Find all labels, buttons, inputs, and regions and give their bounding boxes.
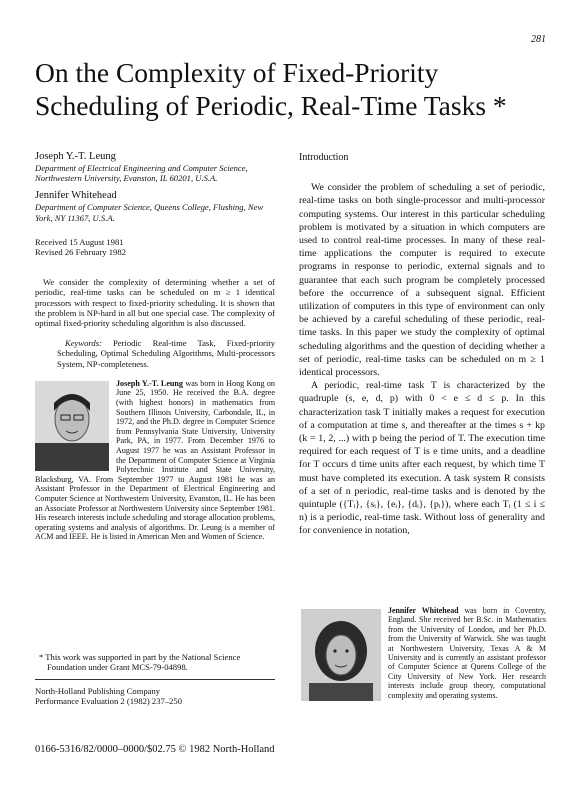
intro-paragraph-1: We consider the problem of scheduling a set of periodic, real-time tasks on both single-processor and multi-processor computing systems. Our interest in this particular scheduling problem is motivated by a situation in which computers are used to control real-time processes. In many of these real-time applications the computer is required to execute programs in response to periodic, external signals and to guarantee that each such program be completely processed before the occurrence of a subsequent signal. Efficient utilization of computers in this type of environment can only be achieved by a careful scheduling of these periodic, real-time tasks. In this paper we study the complexity of optimal scheduling algorithms and the question of deciding whether a set of periodic, real-time tasks can be scheduled on m ≥ 1 identical processors. — [299, 182, 545, 379]
keywords-text: Periodic Real-time Task, Fixed-priority Scheduling, Optimal Scheduling Algorithms, Multi-processors System, NP-completeness. — [57, 338, 275, 369]
bio-1-text-2: Dr. Leung is a member of ACM and IEEE. He is listed in American Men and Women of Science. — [35, 522, 275, 542]
author-2-affiliation: Department of Computer Science, Queens College, Flushing, New York, NY 11367, U.S.A. — [35, 202, 264, 223]
publisher-block — [35, 686, 275, 706]
dates — [35, 237, 275, 257]
bio-2-text: was born in Coventry, England. She received her B.Sc. in Mathematics from the University of London, and her Ph.D. from the University of Warwick. She was taught at Northwestern University, Texas A & M University and is currently an assistant professor of Computer Science at Queens College of the City University of New York. Her research interests include group theory, computational complexity and operating systems. — [388, 606, 546, 700]
author-1-name: Joseph Y.-T. Leung — [35, 151, 116, 162]
bio-1-name: Joseph Y.-T. Leung — [116, 378, 183, 388]
bio-1-text: was born in Hong Kong on June 25, 1950. He received the B.A. degree (with highest honors) in mathematics from Southern Illinois University, Carbondale, IL, in 1972, and the Ph.D. degree in Computer Science from Pennsylvania State University, University Park, PA, in 1977. From December 1976 to August 1977 he was an Assistant Professor in the Department of Computer Science at Virginia Polytechnic Institute and State University, Blacksburg, VA. From September 1977 to August 1981 he was an Assistant Professor in the Department of Electrical Engineering and Computer Science at Northwestern University, Evanston, IL. He has been an Associate Professor at Northwestern University since September 1981. His research interests include scheduling and storage allocation problems, operating systems and analysis of algorithms. — [35, 378, 275, 532]
author-2-bio — [301, 606, 546, 703]
author-2-photo — [301, 609, 381, 701]
publisher: North-Holland Publishing Company — [35, 685, 161, 696]
footnote: * This work was supported in part by the National Science Foundation under Grant MCS-79-04898. — [39, 651, 241, 673]
left-column — [35, 150, 275, 706]
right-column — [299, 151, 545, 538]
keywords-label: Keywords: — [65, 338, 102, 349]
journal-reference: Performance Evaluation 2 (1982) 237–250 — [35, 696, 183, 707]
author-2-name: Jennifer Whitehead — [35, 190, 117, 202]
author-1-bio — [35, 379, 275, 542]
paper-title — [35, 56, 545, 122]
revised-date: Revised 26 February 1982 — [35, 247, 126, 258]
bio-2-name: Jennifer Whitehead — [388, 606, 459, 615]
author-1-photo — [35, 381, 109, 471]
received-date: Received 15 August 1981 — [35, 236, 124, 247]
author-1-affiliation: Department of Electrical Engineering and Computer Science, Northwestern University, Evanston, IL 60201, U.S.A. — [35, 163, 248, 184]
copyright-line: 0166-5316/82/0000–0000/$02.75 © 1982 North-Holland — [35, 744, 275, 755]
title-line-1: On the Complexity of Fixed-Priority — [35, 57, 439, 88]
abstract — [35, 277, 275, 369]
divider — [35, 679, 275, 680]
abstract-text: We consider the complexity of determining whether a set of periodic, real-time tasks can be scheduled on m ≥ 1 identical processors with respect to fixed-priority scheduling. It is shown that the problem is NP-hard in all but one special case. The complexity of optimal fixed-priority scheduling algorithm is also discussed. — [35, 277, 275, 329]
title-line-2: Scheduling of Periodic, Real-Time Tasks * — [35, 90, 507, 121]
keywords — [35, 338, 275, 369]
introduction-heading: Introduction — [299, 152, 349, 163]
page-number: 281 — [531, 34, 546, 45]
intro-paragraph-2: A periodic, real-time task T is characterized by the quadruple (s, e, d, p) with 0 < e ≤ d ≤ p. In this characterization task T initially makes a request for execution of a computation at time s, and thereafter at the times s + kp (k = 1, 2, ...) with p being the period of T. The execution time required for each request of T is e time units, and a deadline for T occurs d time units after each request, by which time T must have completed its execution. A task system R consists of a set of n periodic, real-time tasks and is denoted by the quintuple ({Tᵢ}, {sᵢ}, {eᵢ}, {dᵢ}, {pᵢ}), where each Tᵢ (1 ≤ i ≤ n) is a periodic, real-time task. Without loss of generality and for convenience in notation, — [299, 380, 545, 537]
